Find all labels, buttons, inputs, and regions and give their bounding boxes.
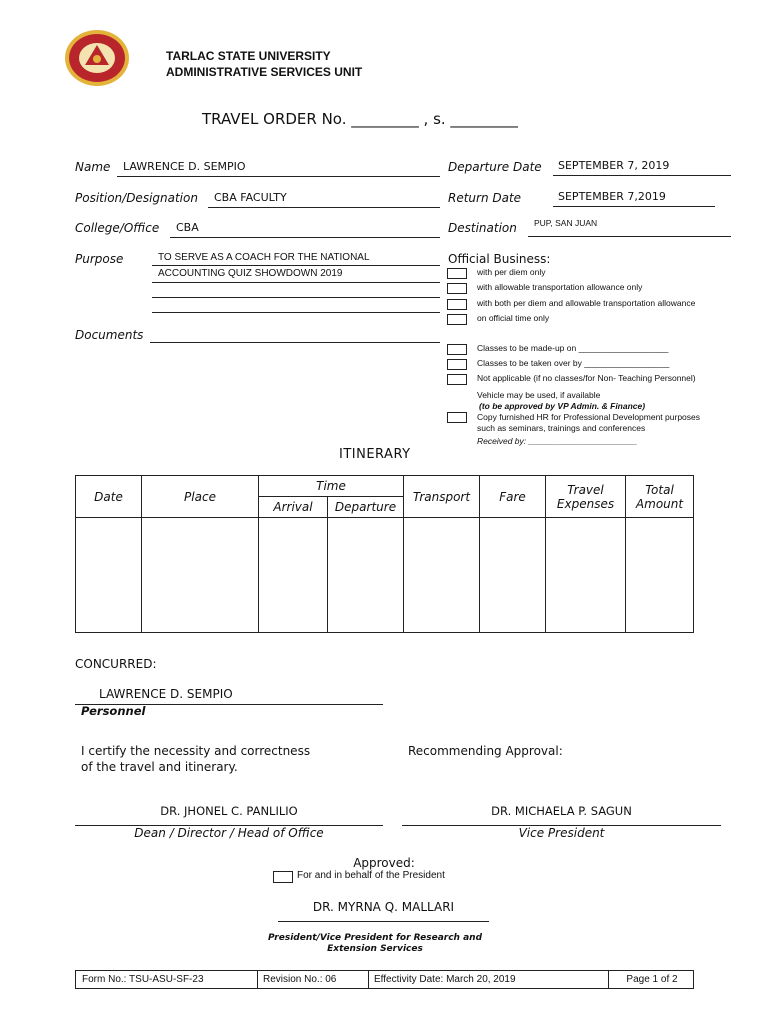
university-name: TARLAC STATE UNIVERSITY bbox=[166, 49, 331, 63]
header-travel-expenses bbox=[546, 476, 626, 518]
checkbox-not-applicable[interactable] bbox=[447, 374, 467, 385]
certify-line-2: of the travel and itinerary. bbox=[81, 760, 238, 774]
footer-bar bbox=[75, 970, 694, 989]
dean-signature-line bbox=[75, 800, 383, 826]
header-total-amount bbox=[626, 476, 694, 518]
checkbox-copy-hr[interactable] bbox=[447, 412, 467, 423]
destination-label: Destination bbox=[448, 221, 517, 235]
return-value: SEPTEMBER 7,2019 bbox=[558, 190, 666, 203]
departure-label: Departure Date bbox=[448, 160, 542, 174]
destination-value: PUP, SAN JUAN bbox=[534, 218, 598, 228]
cell-place[interactable] bbox=[142, 518, 259, 633]
purpose-label: Purpose bbox=[75, 252, 124, 266]
president-signature-line bbox=[278, 896, 489, 922]
footer-page: Page 1 of 2 bbox=[626, 974, 678, 985]
personnel-role: Personnel bbox=[81, 704, 146, 718]
purpose-text-1: TO SERVE AS A COACH FOR THE NATIONAL bbox=[158, 252, 370, 263]
position-value: CBA FACULTY bbox=[214, 191, 287, 204]
checkbox-official-time[interactable] bbox=[447, 314, 467, 325]
purpose-line-1[interactable] bbox=[152, 252, 440, 266]
option-transport: with allowable transportation allowance only bbox=[477, 282, 643, 292]
option-not-applicable: Not applicable (if no classes/for Non- Teaching Personnel) bbox=[477, 373, 696, 383]
vehicle-approval-note: (to be approved by VP Admin. & Finance) bbox=[479, 401, 646, 411]
checkbox-transport[interactable] bbox=[447, 283, 467, 294]
option-made-up: Classes to be made-up on ___________________ bbox=[477, 343, 669, 353]
footer-form-no: Form No.: TSU-ASU-SF-23 bbox=[82, 974, 204, 985]
header-date: Date bbox=[76, 476, 142, 518]
name-field[interactable] bbox=[117, 158, 440, 177]
copy-hr-line-1: Copy furnished HR for Professional Development purposes bbox=[477, 412, 701, 422]
purpose-line-3[interactable] bbox=[152, 284, 440, 298]
header-place: Place bbox=[142, 476, 259, 518]
president-name: DR. MYRNA Q. MALLARI bbox=[312, 900, 455, 914]
option-both: with both per diem and allowable transportation allowance bbox=[477, 298, 696, 308]
vp-role: Vice President bbox=[518, 826, 605, 840]
return-label: Return Date bbox=[448, 191, 522, 205]
purpose-text-2: ACCOUNTING QUIZ SHOWDOWN 2019 bbox=[158, 268, 343, 279]
page-title: TRAVEL ORDER No. _________ , s. _________ bbox=[202, 110, 518, 128]
footer-revision: Revision No.: 06 bbox=[263, 974, 337, 985]
option-taken-over: Classes to be taken over by __________________ bbox=[477, 358, 670, 368]
destination-field[interactable] bbox=[528, 218, 731, 237]
personnel-name: LAWRENCE D. SEMPIO bbox=[99, 687, 233, 701]
documents-field[interactable] bbox=[150, 326, 440, 343]
checkbox-made-up[interactable] bbox=[447, 344, 467, 355]
option-per-diem: with per diem only bbox=[477, 267, 546, 277]
president-role-line-2: Extension Services bbox=[327, 944, 423, 954]
cell-travel-expenses[interactable] bbox=[546, 518, 626, 633]
cell-transport[interactable] bbox=[404, 518, 480, 633]
departure-value: SEPTEMBER 7, 2019 bbox=[558, 159, 670, 172]
option-official-time: on official time only bbox=[477, 313, 550, 323]
vp-signature-line bbox=[402, 800, 721, 826]
copy-hr-line-2: such as seminars, trainings and conferences bbox=[477, 423, 646, 433]
departure-field[interactable] bbox=[553, 157, 731, 176]
purpose-line-2[interactable] bbox=[152, 267, 440, 283]
checkbox-behalf-president[interactable] bbox=[273, 871, 293, 883]
name-label: Name bbox=[75, 160, 111, 174]
cell-total-amount[interactable] bbox=[626, 518, 694, 633]
header-departure: Departure bbox=[328, 497, 404, 518]
unit-name: ADMINISTRATIVE SERVICES UNIT bbox=[166, 65, 363, 79]
recommending-label: Recommending Approval: bbox=[408, 744, 563, 758]
cell-fare[interactable] bbox=[480, 518, 546, 633]
checkbox-per-diem[interactable] bbox=[447, 268, 467, 279]
personnel-signature-line bbox=[75, 686, 383, 705]
official-business-title: Official Business: bbox=[448, 252, 551, 266]
header-fare: Fare bbox=[480, 476, 546, 518]
total-amount-text: Total Amount bbox=[635, 482, 684, 511]
header-transport: Transport bbox=[404, 476, 480, 518]
vehicle-note: Vehicle may be used, if available bbox=[477, 390, 601, 400]
itinerary-table bbox=[75, 475, 694, 633]
footer-effectivity: Effectivity Date: March 20, 2019 bbox=[374, 974, 516, 985]
position-label: Position/Designation bbox=[75, 191, 198, 205]
footer-divider-1 bbox=[257, 971, 258, 988]
header-arrival: Arrival bbox=[259, 497, 328, 518]
travel-expenses-text: Travel Expenses bbox=[556, 482, 615, 511]
received-by: Received by: _______________________ bbox=[477, 436, 638, 446]
name-value: LAWRENCE D. SEMPIO bbox=[123, 160, 246, 173]
itinerary-title: ITINERARY bbox=[339, 447, 411, 462]
position-field[interactable] bbox=[208, 189, 440, 208]
return-field[interactable] bbox=[553, 188, 715, 207]
documents-label: Documents bbox=[75, 328, 144, 342]
dean-role: Dean / Director / Head of Office bbox=[134, 826, 324, 840]
college-label: College/Office bbox=[75, 221, 160, 235]
president-role-line-1: President/Vice President for Research and bbox=[267, 933, 483, 943]
cell-arrival[interactable] bbox=[259, 518, 328, 633]
concurred-label: CONCURRED: bbox=[75, 657, 157, 671]
university-seal bbox=[64, 29, 130, 87]
dean-name: DR. JHONEL C. PANLILIO bbox=[160, 804, 298, 818]
college-field[interactable] bbox=[170, 219, 440, 238]
college-value: CBA bbox=[176, 221, 199, 234]
checkbox-taken-over[interactable] bbox=[447, 359, 467, 370]
checkbox-both[interactable] bbox=[447, 299, 467, 310]
cell-departure[interactable] bbox=[328, 518, 404, 633]
approved-label: Approved: bbox=[353, 856, 415, 870]
footer-divider-2 bbox=[368, 971, 369, 988]
vp-name: DR. MICHAELA P. SAGUN bbox=[491, 804, 632, 818]
footer-divider-3 bbox=[608, 971, 609, 988]
header-time: Time bbox=[259, 476, 404, 497]
certify-line-1: I certify the necessity and correctness bbox=[81, 744, 311, 758]
purpose-line-4[interactable] bbox=[152, 298, 440, 313]
behalf-label: For and in behalf of the President bbox=[297, 870, 445, 881]
cell-date[interactable] bbox=[76, 518, 142, 633]
